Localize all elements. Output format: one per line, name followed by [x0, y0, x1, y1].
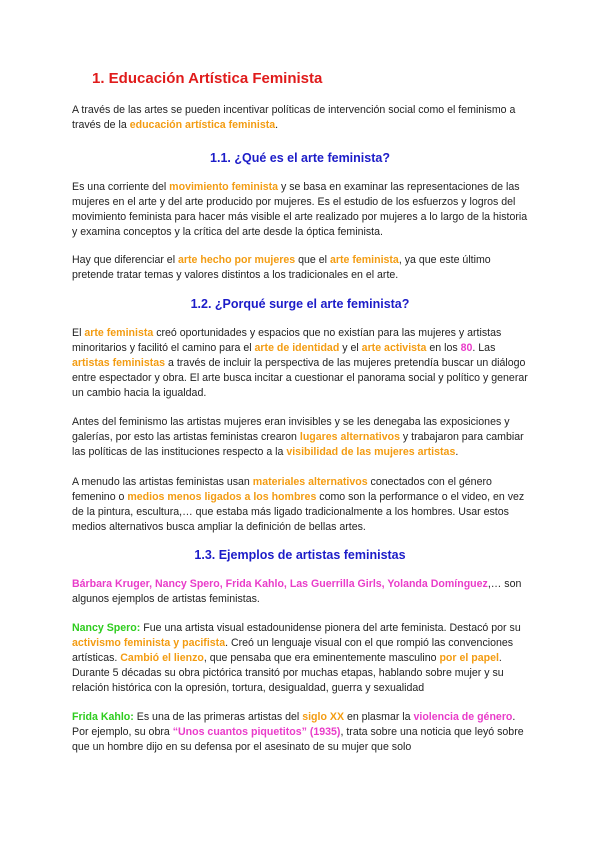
section-heading-1-3: 1.3. Ejemplos de artistas feministas [194, 548, 406, 562]
highlight: arte activista [361, 342, 427, 354]
text: y se basa en examinar las representaciones de las mujeres en el arte y del arte producido por mujeres. Es el estudio de los esfuerzos y logros del movimiento feminista para hacer más visible el arte realizado por mujeres a lo largo de la historia y examina conceptos y la crítica del arte desde la óptica feminista. [72, 181, 528, 238]
highlight: materiales alternativos [252, 476, 368, 488]
artist-name: Nancy Spero: [72, 622, 141, 634]
s3-paragraph-nancy-spero [72, 621, 530, 696]
highlight: lugares alternativos [299, 431, 400, 443]
text: . Las [472, 342, 496, 354]
highlight: violencia de género [413, 711, 513, 723]
text: . Durante 5 décadas su obra pictórica transitó por muchas etapas, hablando sobre mujer y su relación histórica con la opresión, tortura, desigualdad, guerra y sexualidad [72, 652, 504, 694]
highlight: 80 [460, 342, 473, 354]
highlight: Cambió el lienzo [120, 652, 204, 664]
s2-paragraph-3 [72, 475, 530, 535]
section-heading-1-2: 1.2. ¿Porqué surge el arte feminista? [190, 297, 410, 311]
text: . Por ejemplo, su obra [72, 711, 516, 738]
text: A través de las artes se pueden incentivar políticas de intervención social como el feminismo a través de la [72, 104, 516, 131]
text: y el [339, 342, 362, 354]
s2-paragraph-2 [72, 415, 530, 460]
text: , ya que este último pretende tratar temas y valores distintos a los tradicionales en el arte. [72, 254, 491, 281]
artist-names: Bárbara Kruger, Nancy Spero, Frida Kahlo, Las Guerrilla Girls, Yolanda Domínguez [72, 578, 488, 590]
text: Antes del feminismo las artistas mujeres eran invisibles y se les denegaba las exposiciones y galerías, por esto las artistas feministas crearon [72, 416, 510, 443]
text: . Creó un lenguaje visual con el que rompió las convenciones artísticas. [72, 637, 514, 664]
s2-paragraph-1 [72, 326, 530, 401]
highlight: arte de identidad [254, 342, 340, 354]
text: como son la performance o el video, en vez de la pintura, escultura,… que estaba más ligado tradicionalmente a los hombres. Usar estos medios alternativos busca ampliar la definición de bellas artes. [72, 491, 525, 533]
highlight: arte feminista [329, 254, 399, 266]
text: Fue una artista visual estadounidense pionera del arte feminista. Destacó por su [140, 622, 521, 634]
highlight: siglo XX [302, 711, 345, 723]
text: en los [426, 342, 461, 354]
text: ,… son algunos ejemplos de artistas feministas. [72, 578, 522, 605]
text: que el [295, 254, 330, 266]
text: y trabajaron para cambiar las políticas de las instituciones respecto a la [72, 431, 524, 458]
text: , que pensaba que era eminentemente masculino [203, 652, 440, 664]
s1-paragraph-2 [72, 253, 530, 283]
section-heading-1-1: 1.1. ¿Qué es el arte feminista? [210, 151, 390, 165]
highlight: arte hecho por mujeres [178, 254, 296, 266]
highlight: arte feminista [84, 327, 154, 339]
s3-paragraph-frida-kahlo [72, 710, 530, 755]
text: , trata sobre una noticia que leyó sobre que un hombre dijo en su defensa por el asesinato de su mujer que solo [72, 726, 524, 753]
document-title: 1. Educación Artística Feminista [92, 70, 323, 87]
highlight: medios menos ligados a los hombres [127, 491, 317, 503]
text: . [455, 446, 459, 458]
intro-paragraph [72, 103, 530, 133]
text: Es una de las primeras artistas del [133, 711, 303, 723]
highlight: visibilidad de las mujeres artistas [286, 446, 456, 458]
s3-paragraph-1 [72, 577, 530, 607]
text: a través de incluir la perspectiva de las mujeres pretendía buscar un diálogo entre espectador y obra. El arte busca incitar a cuestionar el panorama social y político y generar un cambio hacia la igualdad. [72, 357, 528, 399]
highlight: artistas feministas [72, 357, 166, 369]
highlight: movimiento feminista [169, 181, 279, 193]
text: . [275, 119, 279, 131]
text: A menudo las artistas feministas usan [72, 476, 253, 488]
s1-paragraph-1 [72, 180, 530, 240]
artist-name: Frida Kahlo: [72, 711, 134, 723]
highlight: “Unos cuantos piquetitos” (1935) [172, 726, 341, 738]
highlight: activismo feminista y pacifista [72, 637, 226, 649]
highlight: educación artística feminista [129, 119, 276, 131]
text: Es una corriente del [72, 181, 170, 193]
text: El [72, 327, 85, 339]
text: creó oportunidades y espacios que no existían para las mujeres y artistas minoritarios y facilitó el camino para el [72, 327, 502, 354]
text: conectados con el género femenino o [72, 476, 492, 503]
text: Hay que diferenciar el [72, 254, 178, 266]
text: en plasmar la [344, 711, 414, 723]
highlight: por el papel [439, 652, 499, 664]
